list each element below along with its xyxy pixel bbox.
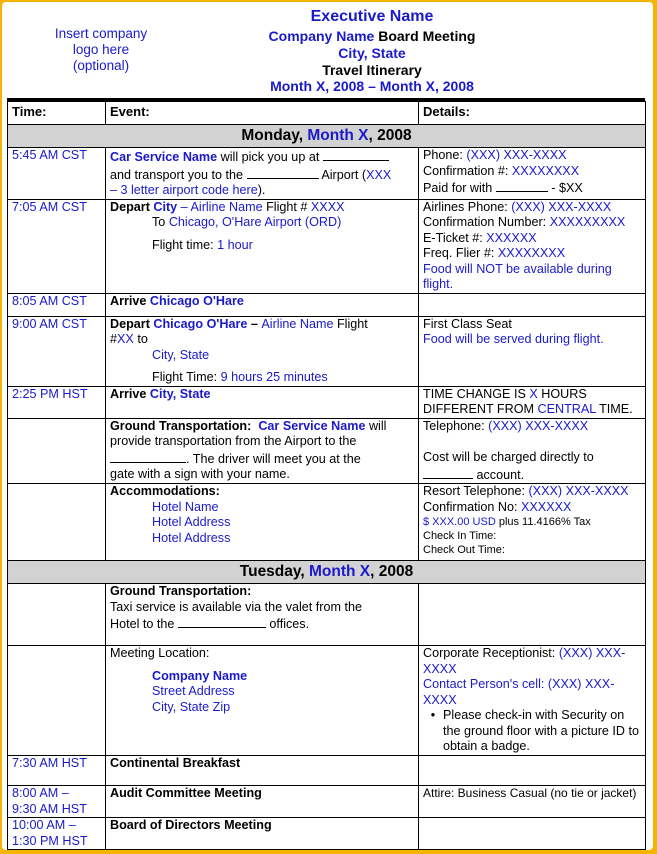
- departure-city: City: [153, 199, 178, 214]
- itinerary-table: [7, 101, 646, 850]
- table-row: [8, 484, 646, 561]
- table-row: [8, 584, 646, 646]
- event-text: Airport (: [318, 167, 367, 182]
- seat-class: First Class Seat: [423, 316, 512, 331]
- airport-code-hint: – 3 letter airport code here: [110, 183, 258, 197]
- flight-time-value: 1 hour: [217, 237, 253, 252]
- time-change-text: DIFFERENT FROM: [423, 402, 538, 416]
- detail-label: Phone:: [423, 148, 467, 162]
- day-name: Monday,: [241, 127, 308, 144]
- table-row: [8, 199, 646, 293]
- board-meeting-label: Board Meeting: [374, 28, 476, 44]
- tax-text: plus 11.4166% Tax: [495, 516, 591, 528]
- time-cell: 2:25 PM HST: [8, 386, 106, 418]
- accommodations-label: Accommodations:: [110, 484, 220, 498]
- time-cell: 9:00 AM CST: [8, 316, 106, 386]
- column-header-row: [8, 102, 646, 125]
- airline-phone: (XXX) XXX-XXXX: [511, 199, 612, 214]
- table-row: [8, 786, 646, 818]
- start-time: 8:00 AM –: [12, 786, 69, 800]
- check-out-label: Check Out Time:: [423, 544, 505, 556]
- table-row: [8, 818, 646, 850]
- details-column-header: Details:: [419, 102, 646, 125]
- telephone-value: (XXX) XXX-XXXX: [488, 418, 589, 433]
- detail-label: Confirmation #:: [423, 163, 512, 178]
- details-cell: [419, 584, 646, 646]
- event-text: and transport you to the: [110, 167, 247, 182]
- event-column-header: Event:: [106, 102, 419, 125]
- event-text: Taxi service is available via the valet from the: [110, 599, 362, 614]
- table-row: [8, 418, 646, 484]
- table-row: [8, 316, 646, 386]
- account-label: account.: [473, 467, 525, 482]
- company-name: Company Name: [152, 668, 248, 683]
- time-change-text: TIME CHANGE IS: [423, 386, 530, 401]
- table-row: [8, 386, 646, 418]
- date-range: Month X, 2008 – Month X, 2008: [270, 78, 474, 94]
- to-label: To: [152, 215, 169, 229]
- receptionist-phone: (XXX) XXX-XXXX: [423, 646, 626, 676]
- depart-label: Depart: [110, 316, 154, 331]
- event-cell: Audit Committee Meeting: [106, 786, 419, 818]
- day-month: Month X: [307, 127, 369, 144]
- meeting-title: [162, 28, 582, 44]
- flight-number: XX: [117, 332, 134, 346]
- resort-phone: (XXX) XXX-XXXX: [528, 484, 629, 498]
- time-cell: [8, 646, 106, 756]
- day-name: Tuesday,: [239, 563, 309, 580]
- event-cell: Continental Breakfast: [106, 756, 419, 786]
- executive-name: Executive Name: [310, 8, 434, 25]
- meeting-location-label: Meeting Location:: [110, 646, 210, 660]
- header-city-state: City, State: [338, 45, 406, 61]
- event-cell: [106, 316, 419, 386]
- event-text: Hotel to the: [110, 617, 178, 631]
- airport-code: XXX: [366, 167, 392, 182]
- flight-label: Flight: [333, 316, 368, 331]
- arrive-label: Arrive: [110, 386, 150, 401]
- blank-line: [178, 615, 266, 628]
- flight-label: Flight #: [262, 199, 311, 214]
- time-cell: 7:30 AM HST: [8, 756, 106, 786]
- airline-name: Airline Name: [261, 316, 334, 331]
- details-cell: [419, 293, 646, 316]
- itinerary-page: [2, 2, 653, 850]
- event-text: will: [365, 418, 387, 433]
- separator: –: [247, 316, 262, 331]
- destination-airport: Chicago, O'Hare Airport (ORD): [168, 215, 342, 229]
- contact-phone: (XXX) XXX-XXXX: [423, 677, 615, 707]
- food-note: Food will be served during flight.: [423, 332, 604, 346]
- time-cell: [8, 786, 106, 818]
- details-cell: [419, 199, 646, 293]
- food-note: Food will NOT be available during flight.: [423, 261, 612, 291]
- details-cell: [419, 484, 646, 561]
- logo-line-2: logo here: [72, 42, 130, 57]
- day-heading-tuesday: [8, 561, 646, 584]
- table-row: [8, 756, 646, 786]
- event-cell: [106, 293, 419, 316]
- details-cell: [419, 646, 646, 756]
- travel-itinerary-title: Travel Itinerary: [322, 62, 422, 78]
- day-year: , 2008: [370, 563, 414, 580]
- price-value: $ XXX.00 USD: [423, 516, 496, 528]
- flight-time-line: [110, 370, 414, 386]
- event-cell: [106, 386, 419, 418]
- confirmation-value: XXXXXXXX: [511, 163, 580, 178]
- flight-time-value: 9 hours 25 minutes: [220, 370, 328, 384]
- blank-line: [423, 466, 473, 479]
- time-cell: 8:05 AM CST: [8, 293, 106, 316]
- event-cell: [106, 148, 419, 200]
- detail-label: Confirmation Number:: [423, 215, 550, 229]
- detail-label: Airlines Phone:: [423, 199, 512, 214]
- price-value: - $XX: [547, 181, 583, 195]
- confirmation-value: XXXXXX: [521, 499, 572, 514]
- flight-number: XXXX: [310, 199, 345, 214]
- event-cell: [106, 484, 419, 561]
- day-year: , 2008: [368, 127, 412, 144]
- blank-line: [323, 148, 389, 161]
- logo-placeholder: [42, 26, 160, 74]
- security-note-text: Please check-in with Security on the ground floor with a picture ID to obtain a badge.: [443, 708, 640, 753]
- event-cell: [106, 584, 419, 646]
- time-cell: 5:45 AM CST: [8, 148, 106, 200]
- time-change-text: TIME.: [595, 402, 633, 416]
- price-line: [423, 515, 641, 529]
- timezone-value: CENTRAL: [537, 402, 596, 416]
- flight-time-label: Flight time:: [152, 237, 218, 252]
- confirmation-value: XXXXXXXXX: [549, 215, 626, 229]
- start-time: 10:00 AM –: [12, 818, 76, 832]
- table-row: [8, 148, 646, 200]
- detail-label: E-Ticket #:: [423, 230, 487, 245]
- arrival-place: Chicago O'Hare: [149, 293, 244, 308]
- blank-line: [496, 179, 548, 192]
- departure-place: Chicago O'Hare: [153, 316, 248, 331]
- logo-line-1: Insert company: [54, 26, 148, 41]
- time-change-text: HOURS: [537, 386, 587, 401]
- check-in-label: Check In Time:: [423, 530, 497, 542]
- detail-label: Confirmation No:: [423, 499, 521, 514]
- event-cell: [106, 418, 419, 484]
- flight-time-label: Flight Time:: [152, 370, 221, 384]
- airline-name: – Airline Name: [177, 199, 263, 214]
- security-note: [423, 708, 641, 755]
- event-cell: [106, 646, 419, 756]
- time-cell: [8, 584, 106, 646]
- detail-label: Freq. Flier #:: [423, 246, 498, 260]
- street-address: Street Address: [152, 684, 235, 698]
- ground-transport-label: Ground Transportation:: [110, 418, 252, 433]
- event-text: gate with a sign with your name.: [110, 467, 290, 481]
- depart-label: Depart: [110, 199, 154, 214]
- destination-line: [110, 215, 414, 231]
- table-row: [8, 293, 646, 316]
- to-label: to: [133, 332, 148, 346]
- time-cell: 7:05 AM CST: [8, 199, 106, 293]
- event-text: will pick you up at: [217, 150, 323, 164]
- end-time: 1:30 PM HST: [12, 833, 88, 848]
- destination-city: City, State: [152, 347, 210, 362]
- event-text: offices.: [265, 617, 310, 631]
- details-cell: [419, 386, 646, 418]
- phone-value: (XXX) XXX-XXXX: [466, 148, 567, 162]
- blank-line: [110, 450, 186, 463]
- details-cell: [419, 756, 646, 786]
- time-cell: [8, 818, 106, 850]
- event-text: provide transportation from the Airport to the: [110, 434, 357, 448]
- city-state-zip: City, State Zip: [152, 699, 231, 714]
- arrive-label: Arrive: [110, 293, 150, 308]
- bullet-icon: •: [430, 708, 436, 722]
- detail-label: Paid for with: [423, 181, 496, 195]
- hours-value: X: [529, 386, 538, 401]
- table-row: [8, 646, 646, 756]
- arrival-city: City, State: [149, 386, 211, 401]
- eticket-value: XXXXXX: [486, 230, 537, 245]
- hotel-address: Hotel Address: [152, 515, 231, 529]
- company-name: Company Name: [268, 28, 375, 44]
- car-service-name: Car Service Name: [110, 150, 218, 164]
- details-cell: [419, 418, 646, 484]
- blank-line: [247, 166, 319, 179]
- detail-label: Telephone:: [423, 418, 489, 433]
- ground-transport-label: Ground Transportation:: [110, 584, 252, 598]
- contact-label: Contact Person's cell:: [423, 677, 548, 691]
- event-text: . The driver will meet you at the: [186, 451, 361, 466]
- event-cell: Board of Directors Meeting: [106, 818, 419, 850]
- details-cell: [419, 148, 646, 200]
- hotel-name: Hotel Name: [152, 499, 219, 514]
- time-cell: [8, 418, 106, 484]
- details-cell: [419, 818, 646, 850]
- time-column-header: Time:: [8, 102, 106, 125]
- frequent-flier-value: XXXXXXXX: [497, 246, 566, 260]
- detail-label: Corporate Receptionist:: [423, 646, 559, 660]
- day-month: Month X: [308, 563, 371, 580]
- detail-label: Resort Telephone:: [423, 484, 529, 498]
- event-text: ).: [257, 183, 266, 197]
- logo-line-3: (optional): [72, 58, 130, 73]
- cost-note: Cost will be charged directly to: [423, 450, 594, 464]
- details-cell: Attire: Business Casual (no tie or jacket): [419, 786, 646, 818]
- time-cell: [8, 484, 106, 561]
- hotel-address: Hotel Address: [152, 530, 231, 545]
- flight-number-prefix: #: [110, 332, 118, 346]
- car-service-name: Car Service Name: [258, 418, 366, 433]
- details-cell: [419, 316, 646, 386]
- event-cell: [106, 199, 419, 293]
- day-heading-monday: [8, 125, 646, 148]
- end-time: 9:30 AM HST: [12, 801, 87, 816]
- flight-time-line: [110, 238, 414, 254]
